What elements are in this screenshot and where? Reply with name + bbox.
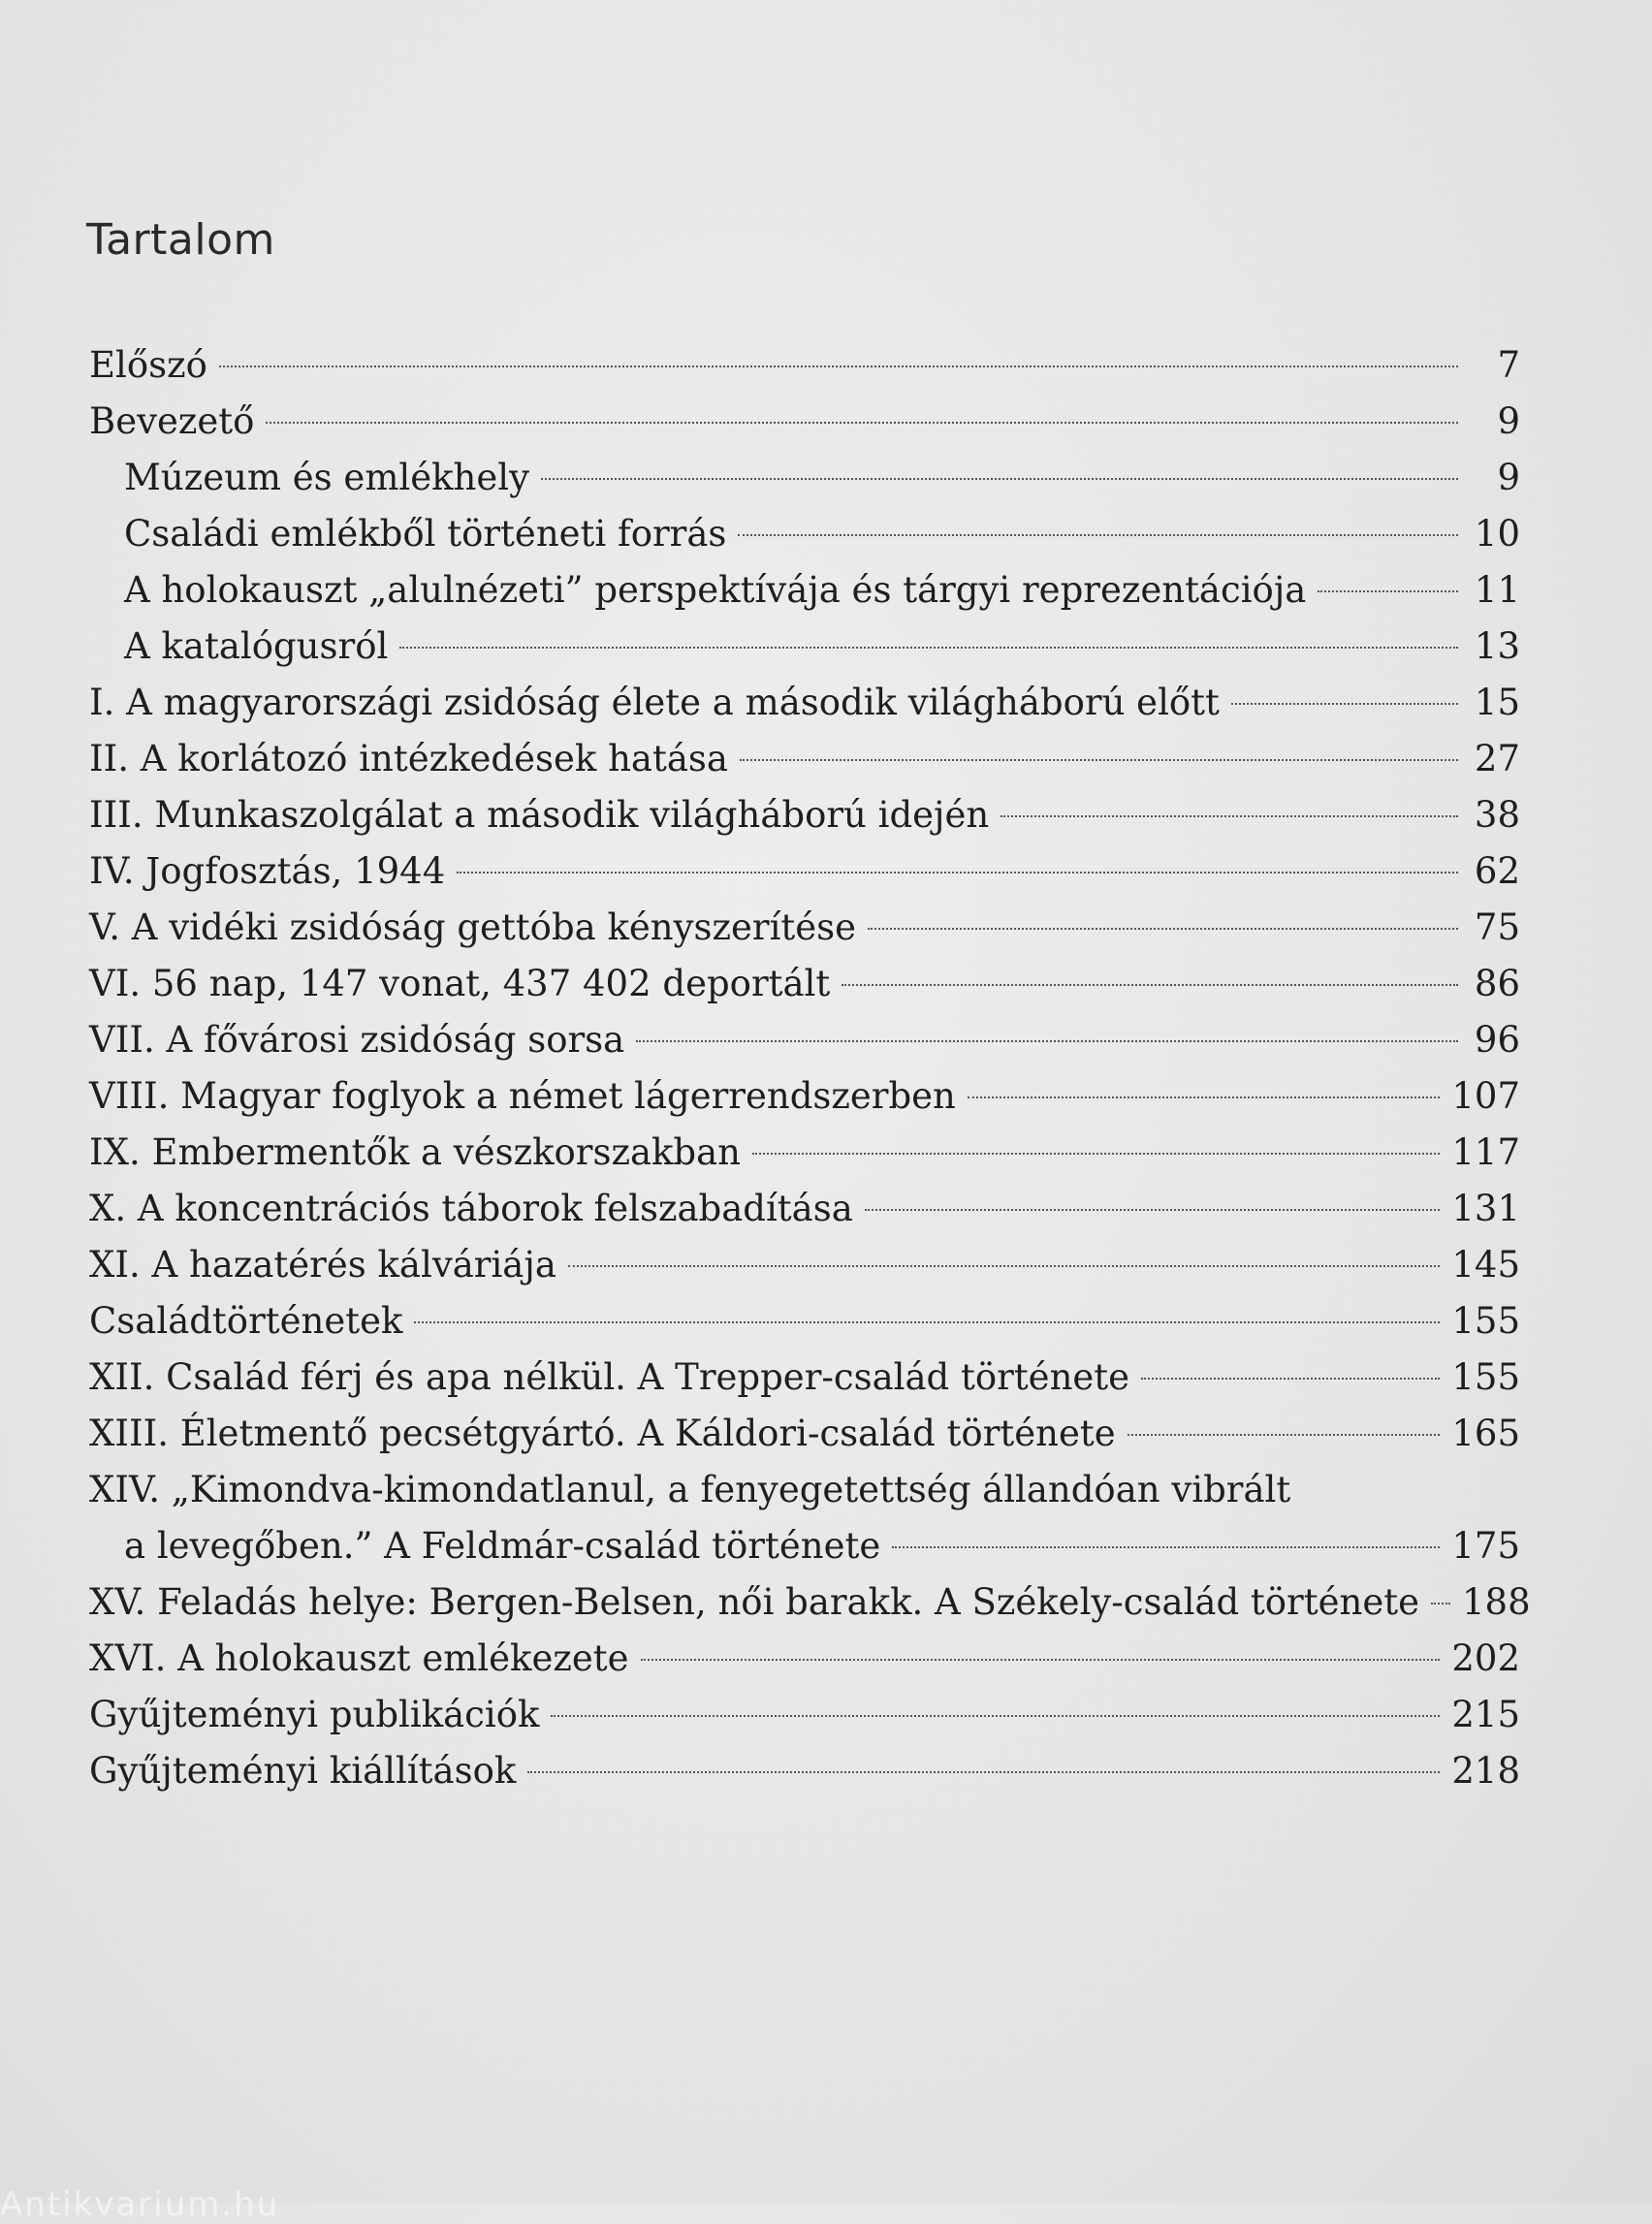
toc-entry <box>89 1237 1520 1293</box>
toc-entry <box>89 900 1520 956</box>
dot-leader <box>399 647 1458 649</box>
dot-leader <box>752 1153 1440 1155</box>
toc-entry-label: X. A koncentrációs táborok felszabadítása <box>89 1188 853 1229</box>
dot-leader <box>968 1096 1441 1098</box>
toc-entry-label: I. A magyarországi zsidóság élete a második világháború előtt <box>89 682 1220 723</box>
dot-leader <box>868 928 1458 930</box>
toc-entry-page: 165 <box>1451 1413 1520 1454</box>
toc-entry-page: 155 <box>1451 1300 1520 1342</box>
dot-leader <box>568 1265 1440 1267</box>
toc-entry <box>89 1181 1520 1237</box>
dot-leader <box>1231 703 1458 705</box>
toc-entry-label: II. A korlátozó intézkedések hatása <box>89 738 728 779</box>
toc-entry-page: 9 <box>1497 400 1520 442</box>
table-of-contents <box>89 337 1531 1799</box>
toc-entry-label: Előszó <box>89 344 207 386</box>
toc-entry-label: XIII. Életmentő pecsétgyártó. A Káldori-család története <box>89 1413 1116 1454</box>
toc-entry-label: XIV. „Kimondva-kimondatlanul, a fenyegetettség állandóan vibrált <box>89 1469 1291 1510</box>
toc-entry-label: Gyűjteményi publikációk <box>89 1694 540 1735</box>
toc-entry-label: A katalógusról <box>124 625 389 667</box>
toc-entry-label: Gyűjteményi kiállítások <box>89 1750 517 1792</box>
dot-leader <box>1001 815 1458 817</box>
toc-entry <box>89 1068 1520 1125</box>
toc-entry <box>89 1687 1520 1743</box>
toc-entry-page: 13 <box>1474 625 1520 667</box>
toc-entry-label: V. A vidéki zsidóság gettóba kényszerítése <box>89 906 857 948</box>
toc-entry-label: A holokauszt „alulnézeti” perspektívája és tárgyi reprezentációja <box>124 569 1307 611</box>
toc-entry-page: 38 <box>1474 794 1520 836</box>
dot-leader <box>266 422 1458 424</box>
toc-entry-label: VII. A fővárosi zsidóság sorsa <box>89 1019 625 1061</box>
toc-entry-label: a levegőben.” A Feldmár-család története <box>124 1525 881 1567</box>
toc-entry <box>89 675 1520 731</box>
dot-leader <box>527 1771 1440 1773</box>
page-title: Tartalom <box>86 215 275 265</box>
toc-entry-page: 145 <box>1451 1244 1520 1286</box>
toc-subentry <box>89 506 1520 562</box>
toc-entry-label: Családtörténetek <box>89 1300 403 1342</box>
dot-leader <box>641 1659 1441 1661</box>
toc-entry-page: 175 <box>1451 1525 1520 1567</box>
toc-entry <box>89 394 1520 450</box>
toc-entry-page: 131 <box>1451 1188 1520 1229</box>
toc-entry-page: 155 <box>1451 1356 1520 1398</box>
dot-leader <box>414 1321 1440 1323</box>
toc-entry <box>89 1012 1520 1068</box>
dot-leader <box>892 1546 1440 1548</box>
toc-entry <box>89 337 1520 394</box>
toc-entry <box>89 1125 1520 1181</box>
toc-entry-label: Bevezető <box>89 400 255 442</box>
watermark: Antikvarium.hu <box>0 2185 280 2224</box>
toc-entry <box>89 1293 1520 1350</box>
dot-leader <box>1141 1378 1440 1380</box>
toc-entry <box>89 731 1520 787</box>
toc-entry-page: 202 <box>1451 1637 1520 1679</box>
toc-entry-page: 27 <box>1474 738 1520 779</box>
toc-entry-page: 15 <box>1474 682 1520 723</box>
toc-entry-label: XII. Család férj és apa nélkül. A Trepper-család története <box>89 1356 1130 1398</box>
dot-leader <box>551 1715 1440 1717</box>
toc-entry-page: 11 <box>1474 569 1520 611</box>
dot-leader <box>541 478 1458 480</box>
toc-entry-page: 62 <box>1474 850 1520 892</box>
dot-leader <box>865 1209 1441 1211</box>
toc-entry <box>89 787 1520 843</box>
toc-entry-label: Családi emlékből történeti forrás <box>124 513 727 555</box>
toc-entry <box>89 1631 1520 1687</box>
toc-entry-page: 215 <box>1451 1694 1520 1735</box>
toc-subentry <box>89 450 1520 506</box>
toc-entry-page: 188 <box>1462 1581 1531 1623</box>
toc-entry-label: III. Munkaszolgálat a második világháború idején <box>89 794 990 836</box>
toc-entry-page: 75 <box>1474 906 1520 948</box>
toc-entry-label: VIII. Magyar foglyok a német lágerrendszerben <box>89 1075 956 1117</box>
toc-entry <box>89 1462 1520 1518</box>
toc-entry <box>89 843 1520 900</box>
toc-subentry <box>89 619 1520 675</box>
toc-entry <box>89 1350 1520 1406</box>
toc-entry-label: IV. Jogfosztás, 1944 <box>89 850 446 892</box>
toc-entry-page: 107 <box>1451 1075 1520 1117</box>
toc-entry <box>89 1574 1531 1631</box>
toc-entry-page: 86 <box>1474 963 1520 1004</box>
dot-leader <box>842 984 1458 986</box>
toc-entry-page: 218 <box>1451 1750 1520 1792</box>
toc-subentry <box>89 562 1520 619</box>
dot-leader <box>219 365 1458 367</box>
toc-entry <box>89 1406 1520 1462</box>
toc-entry-label: IX. Embermentők a vészkorszakban <box>89 1131 741 1173</box>
dot-leader <box>636 1040 1458 1042</box>
toc-entry-page: 96 <box>1474 1019 1520 1061</box>
toc-entry-page: 117 <box>1451 1131 1520 1173</box>
toc-entry-page: 10 <box>1474 513 1520 555</box>
toc-entry-label: Múzeum és emlékhely <box>124 457 530 498</box>
toc-entry-label: XI. A hazatérés kálváriája <box>89 1244 556 1286</box>
dot-leader <box>738 534 1458 536</box>
toc-entry-page: 9 <box>1497 457 1520 498</box>
toc-entry-label: VI. 56 nap, 147 vonat, 437 402 deportált <box>89 963 831 1004</box>
toc-entry <box>89 956 1520 1012</box>
toc-entry-label: XVI. A holokauszt emlékezete <box>89 1637 629 1679</box>
toc-entry-continuation <box>89 1518 1520 1574</box>
dot-leader <box>1128 1434 1441 1436</box>
toc-entry <box>89 1743 1520 1799</box>
toc-entry-label: XV. Feladás helye: Bergen-Belsen, női barakk. A Székely-család története <box>89 1581 1419 1623</box>
toc-entry-page: 7 <box>1497 344 1520 386</box>
dot-leader <box>457 872 1458 874</box>
dot-leader <box>1431 1603 1450 1604</box>
dot-leader <box>740 759 1458 761</box>
dot-leader <box>1318 590 1458 592</box>
